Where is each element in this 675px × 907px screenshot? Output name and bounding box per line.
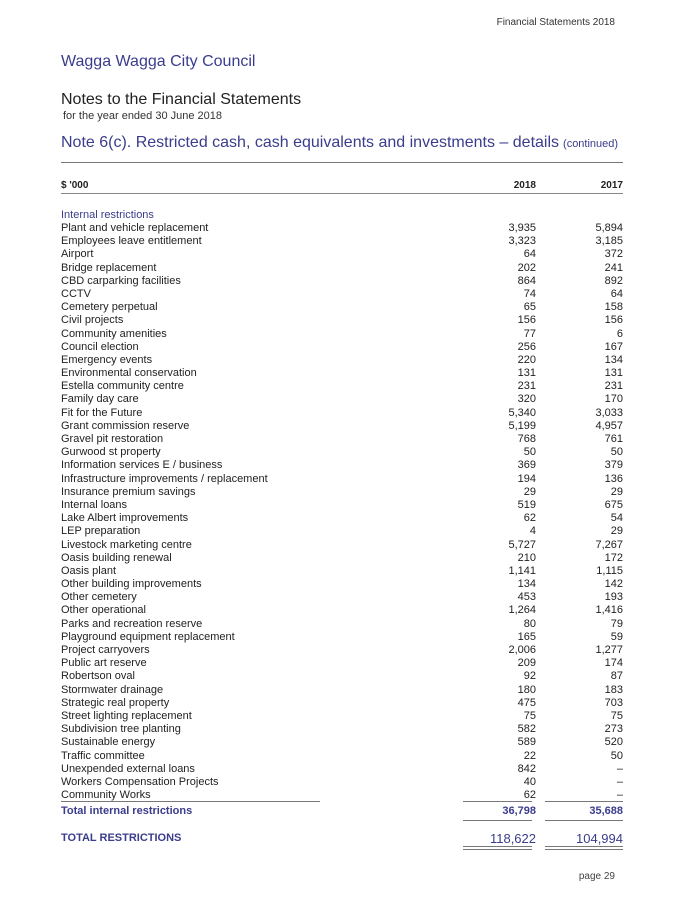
row-value-2017: 231 xyxy=(604,380,623,393)
table-row xyxy=(61,578,623,591)
row-value-2017: 79 xyxy=(610,617,623,630)
row-value-2017: 158 xyxy=(604,301,623,314)
page-number: page 29 xyxy=(578,871,615,882)
table-row xyxy=(61,459,623,472)
row-label: CCTV xyxy=(61,287,91,300)
table-row xyxy=(61,657,623,670)
heading-rule xyxy=(61,162,623,163)
table-row xyxy=(61,301,623,314)
table-row xyxy=(61,275,623,288)
row-value-2018: 589 xyxy=(517,736,536,749)
row-value-2017: 142 xyxy=(604,578,623,591)
row-value-2017: 3,033 xyxy=(595,406,623,419)
row-value-2017: 183 xyxy=(604,683,623,696)
row-value-2018: 4 xyxy=(529,525,536,538)
row-label: Oasis plant xyxy=(61,564,117,577)
table-row xyxy=(61,446,623,459)
table-row xyxy=(61,723,623,736)
row-label: Traffic committee xyxy=(61,749,145,762)
grand-underline-2018-a xyxy=(463,846,532,847)
row-value-2018: 768 xyxy=(517,433,536,445)
row-label: Public art reserve xyxy=(61,657,147,670)
row-value-2018: 194 xyxy=(517,472,536,485)
table-row xyxy=(61,262,623,275)
row-label: Other operational xyxy=(61,604,146,617)
row-value-2017: 170 xyxy=(604,393,623,406)
row-value-2017: 4,957 xyxy=(595,419,623,432)
row-value-2017: 193 xyxy=(604,591,623,604)
row-value-2017: 372 xyxy=(604,248,623,261)
row-value-2018: 131 xyxy=(517,367,536,380)
total-internal-row xyxy=(61,805,623,818)
row-value-2018: 453 xyxy=(517,591,536,604)
row-value-2017: – xyxy=(616,789,623,802)
row-label: Lake Albert improvements xyxy=(61,512,189,525)
row-value-2018: 65 xyxy=(523,301,536,314)
row-value-2017: 379 xyxy=(604,459,623,472)
row-value-2017: 131 xyxy=(604,367,623,380)
total-label: Total internal restrictions xyxy=(61,805,193,817)
row-value-2017: 675 xyxy=(604,498,623,511)
row-value-2018: 134 xyxy=(517,578,536,591)
row-label: Fit for the Future xyxy=(61,406,143,419)
note-heading xyxy=(61,134,618,152)
row-value-2017: 136 xyxy=(604,472,623,485)
table-row xyxy=(61,367,623,380)
row-value-2017: 5,894 xyxy=(595,222,623,234)
row-value-2018: 74 xyxy=(523,287,536,300)
row-label: LEP preparation xyxy=(61,525,141,538)
row-value-2018: 842 xyxy=(517,762,536,775)
row-value-2018: 22 xyxy=(523,749,536,762)
table-row xyxy=(61,697,623,710)
table-row xyxy=(61,591,623,604)
table-row xyxy=(61,288,623,301)
total-underline-2018 xyxy=(463,820,532,821)
column-2017: 2017 xyxy=(600,180,623,191)
row-label: Grant commission reserve xyxy=(61,419,190,432)
row-value-2018: 209 xyxy=(517,657,536,670)
row-label: Robertson oval xyxy=(61,670,135,683)
notes-title: Notes to the Financial Statements xyxy=(61,91,302,108)
row-value-2017: 29 xyxy=(610,485,623,498)
row-label: Community Works xyxy=(61,789,151,802)
row-label: Cemetery perpetual xyxy=(61,301,158,314)
row-label: Oasis building renewal xyxy=(61,551,172,564)
grand-underline-2017-a xyxy=(545,846,623,847)
table-row xyxy=(61,684,623,697)
table-row xyxy=(61,314,623,327)
row-value-2018: 5,727 xyxy=(508,538,536,551)
row-value-2018: 50 xyxy=(523,446,536,459)
column-header-rule xyxy=(61,193,623,194)
row-label: Playground equipment replacement xyxy=(61,630,235,643)
table-row xyxy=(61,670,623,683)
row-value-2018: 2,006 xyxy=(508,644,536,656)
note-heading-text: Note 6(c). Restricted cash, cash equivalents and investments – details xyxy=(61,134,560,151)
table-row xyxy=(61,222,623,235)
row-label: Bridge replacement xyxy=(61,261,157,274)
row-value-2017: 1,115 xyxy=(596,564,623,577)
table-row xyxy=(61,631,623,644)
total-2017: 35,688 xyxy=(589,805,623,817)
grand-total-row xyxy=(61,832,623,846)
row-label: Council election xyxy=(61,340,139,353)
table-row xyxy=(61,235,623,248)
row-value-2018: 92 xyxy=(523,670,536,683)
table-row xyxy=(61,420,623,433)
row-label: Sustainable energy xyxy=(61,736,156,749)
row-label: Plant and vehicle replacement xyxy=(61,222,209,234)
row-label: Infrastructure improvements / replacement xyxy=(61,472,268,485)
row-label: Environmental conservation xyxy=(61,367,197,380)
row-value-2017: 156 xyxy=(604,314,623,327)
table-row xyxy=(61,341,623,354)
row-value-2017: 64 xyxy=(610,287,623,300)
table-row xyxy=(61,776,623,789)
row-value-2018: 202 xyxy=(517,261,536,274)
row-value-2017: 520 xyxy=(604,736,623,749)
table-row xyxy=(61,525,623,538)
row-value-2017: – xyxy=(616,762,623,775)
row-value-2017: 54 xyxy=(610,512,623,525)
table-row xyxy=(61,736,623,749)
row-value-2018: 29 xyxy=(523,485,536,498)
grand-total-2017: 104,994 xyxy=(576,831,623,846)
row-label: Employees leave entitlement xyxy=(61,235,202,248)
table-row xyxy=(61,248,623,261)
row-value-2017: 75 xyxy=(610,709,623,722)
row-value-2018: 582 xyxy=(517,723,536,736)
table-row xyxy=(61,710,623,723)
row-value-2018: 5,199 xyxy=(508,419,536,432)
row-value-2018: 165 xyxy=(517,630,536,643)
row-value-2018: 3,935 xyxy=(508,222,536,234)
table-row xyxy=(61,512,623,525)
row-label: Family day care xyxy=(61,393,139,406)
row-value-2017: 174 xyxy=(604,657,623,670)
row-label: Airport xyxy=(61,248,94,261)
row-value-2017: 50 xyxy=(610,749,623,762)
table-row xyxy=(61,473,623,486)
row-value-2017: 59 xyxy=(610,630,623,643)
table-row xyxy=(61,539,623,552)
grand-total-label: TOTAL RESTRICTIONS xyxy=(61,832,182,844)
table-row xyxy=(61,565,623,578)
row-value-2017: 134 xyxy=(604,353,623,366)
row-value-2017: 3,185 xyxy=(595,235,623,248)
grand-total-2018: 118,622 xyxy=(489,831,536,846)
row-label: Civil projects xyxy=(61,314,124,327)
row-value-2017: 29 xyxy=(610,525,623,538)
total-rule-2018 xyxy=(463,801,532,802)
column-2018: 2018 xyxy=(513,180,536,191)
row-label: CBD carparking facilities xyxy=(61,274,181,287)
total-rule-2017 xyxy=(545,801,623,802)
table-row xyxy=(61,328,623,341)
row-value-2017: 6 xyxy=(616,327,623,340)
row-value-2018: 180 xyxy=(517,683,536,696)
column-unit: $ '000 xyxy=(61,180,89,191)
total-rule-label xyxy=(61,801,320,802)
table-row xyxy=(61,604,623,617)
row-value-2018: 369 xyxy=(517,459,536,472)
row-label: Subdivision tree planting xyxy=(61,723,181,736)
total-2018: 36,798 xyxy=(502,805,536,817)
row-value-2017: 7,267 xyxy=(595,538,623,551)
row-value-2018: 62 xyxy=(523,512,536,525)
table-row xyxy=(61,433,623,446)
row-label: Insurance premium savings xyxy=(61,485,196,498)
row-value-2017: 892 xyxy=(604,274,623,287)
column-header xyxy=(61,180,623,194)
row-value-2018: 64 xyxy=(523,248,536,261)
row-value-2017: 50 xyxy=(610,446,623,459)
row-value-2018: 1,141 xyxy=(508,564,536,577)
table-row xyxy=(61,354,623,367)
row-label: Strategic real property xyxy=(61,696,170,709)
row-value-2017: 703 xyxy=(604,696,623,709)
row-label: Project carryovers xyxy=(61,644,150,656)
row-label: Information services E / business xyxy=(61,459,223,472)
note-continued: (continued) xyxy=(563,138,619,150)
row-value-2018: 40 xyxy=(523,775,536,788)
table-row xyxy=(61,393,623,406)
row-value-2018: 475 xyxy=(517,696,536,709)
row-value-2017: 172 xyxy=(604,551,623,564)
row-label: Gravel pit restoration xyxy=(61,433,164,445)
row-value-2018: 5,340 xyxy=(508,406,536,419)
notes-subtitle: for the year ended 30 June 2018 xyxy=(63,110,223,122)
row-value-2017: 241 xyxy=(604,261,623,274)
row-value-2017: 87 xyxy=(610,670,623,683)
row-value-2018: 220 xyxy=(517,353,536,366)
table-row xyxy=(61,618,623,631)
running-header: Financial Statements 2018 xyxy=(496,17,615,28)
row-value-2018: 210 xyxy=(517,551,536,564)
row-label: Other building improvements xyxy=(61,578,202,591)
council-name: Wagga Wagga City Council xyxy=(61,53,256,70)
total-underline-2017 xyxy=(545,820,623,821)
row-label: Parks and recreation reserve xyxy=(61,617,203,630)
row-value-2017: 761 xyxy=(604,433,623,445)
row-label: Gurwood st property xyxy=(61,446,161,459)
row-value-2018: 1,264 xyxy=(508,604,536,617)
grand-underline-2017-b xyxy=(545,849,623,850)
restrictions-table xyxy=(61,222,623,802)
row-label: Workers Compensation Projects xyxy=(61,775,219,788)
table-row xyxy=(61,380,623,393)
row-value-2018: 75 xyxy=(523,709,536,722)
table-row xyxy=(61,763,623,776)
table-row xyxy=(61,486,623,499)
row-label: Internal loans xyxy=(61,498,128,511)
row-label: Stormwater drainage xyxy=(61,683,164,696)
row-label: Other cemetery xyxy=(61,591,137,604)
row-value-2018: 156 xyxy=(517,314,536,327)
row-label: Street lighting replacement xyxy=(61,709,192,722)
row-value-2018: 320 xyxy=(517,393,536,406)
row-value-2018: 62 xyxy=(523,789,536,802)
row-label: Emergency events xyxy=(61,353,153,366)
row-label: Unexpended external loans xyxy=(61,762,195,775)
table-row xyxy=(61,644,623,657)
row-value-2018: 3,323 xyxy=(508,235,536,248)
table-row xyxy=(61,552,623,565)
row-value-2017: 1,416 xyxy=(595,604,623,617)
row-value-2018: 519 xyxy=(517,498,536,511)
row-label: Estella community centre xyxy=(61,380,184,393)
row-label: Livestock marketing centre xyxy=(61,538,192,551)
grand-underline-2018-b xyxy=(463,849,532,850)
table-row xyxy=(61,499,623,512)
table-row xyxy=(61,750,623,763)
row-value-2018: 864 xyxy=(517,274,536,287)
row-value-2017: 273 xyxy=(604,723,623,736)
row-value-2017: – xyxy=(616,775,623,788)
section-label: Internal restrictions xyxy=(61,209,154,221)
row-value-2018: 80 xyxy=(523,617,536,630)
row-value-2017: 167 xyxy=(604,340,623,353)
row-value-2018: 256 xyxy=(517,340,536,353)
table-row xyxy=(61,407,623,420)
row-value-2018: 77 xyxy=(523,327,536,340)
row-value-2017: 1,277 xyxy=(595,644,623,656)
row-value-2018: 231 xyxy=(517,380,536,393)
row-label: Community amenities xyxy=(61,327,167,340)
